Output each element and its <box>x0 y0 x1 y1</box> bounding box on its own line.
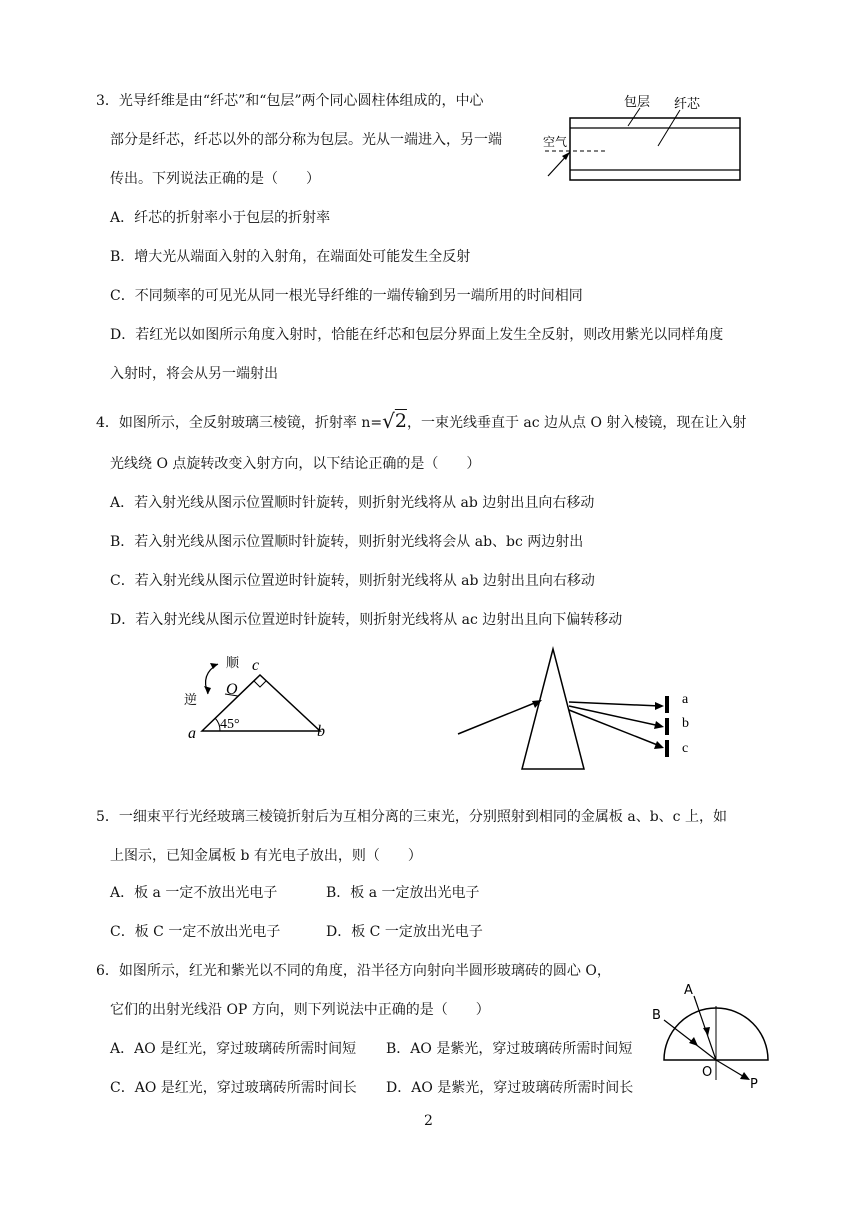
arrow-b <box>654 721 664 729</box>
q4-stem-line1 <box>96 411 746 432</box>
q4-stem-line2: 光线绕 O 点旋转改变入射方向，以下结论正确的是（ ） <box>110 456 481 472</box>
rotation-arrow-bottom <box>204 686 211 694</box>
arrow-OP <box>740 1072 750 1080</box>
label-ni: 逆 <box>184 693 198 708</box>
label-c: c <box>252 657 260 674</box>
q6-option-a: A．AO 是红光，穿过玻璃砖所需时间短 <box>110 1041 357 1057</box>
incoming-arrowhead <box>532 700 542 708</box>
dispersion-prism <box>522 649 584 769</box>
q6-option-c: C．AO 是红光，穿过玻璃砖所需时间长 <box>110 1080 357 1096</box>
label-O: O <box>226 681 238 698</box>
q3-stem-line3: 传出。下列说法正确的是（ ） <box>110 171 320 187</box>
plate-c <box>665 740 669 757</box>
label-P: P <box>750 1077 758 1092</box>
label-plate-b: b <box>682 716 689 731</box>
label-kongqi: 空气 <box>543 135 568 149</box>
baoceng-leader <box>628 108 640 126</box>
arrow-c <box>654 741 664 749</box>
q4-option-c: C．若入射光线从图示位置逆时针旋转，则折射光线将从 ab 边射出且向右移动 <box>110 573 595 589</box>
arrow-BO <box>689 1037 698 1046</box>
q5-option-d: D．板 C 一定放出光电子 <box>326 924 483 940</box>
ray-BO <box>664 1020 716 1060</box>
q3-stem-line2: 部分是纤芯，纤芯以外的部分称为包层。光从一端进入，另一端 <box>110 132 502 148</box>
label-A: A <box>684 983 693 998</box>
q5-stem-line2: 上图示，已知金属板 b 有光电子放出，则（ ） <box>110 848 422 864</box>
q3-option-a: A．纤芯的折射率小于包层的折射率 <box>110 210 331 226</box>
q3-option-b: B．增大光从端面入射的入射角，在端面处可能发生全反射 <box>110 249 471 265</box>
q6-option-b: B．AO 是紫光，穿过玻璃砖所需时间短 <box>386 1041 633 1057</box>
q4-stem-part2: ，一束光线垂直于 ac 边从点 O 射入棱镜，现在让入射 <box>406 415 747 431</box>
q3-option-c: C．不同频率的可见光从同一根光导纤维的一端传输到另一端所用的时间相同 <box>110 288 583 304</box>
q4-option-a: A．若入射光线从图示位置顺时针旋转，则折射光线将从 ab 边射出且向右移动 <box>110 495 595 511</box>
beam-a <box>569 702 660 706</box>
label-B: B <box>652 1008 661 1023</box>
q3-option-d-line1: D．若红光以如图所示角度入射时，恰能在纤芯和包层分界面上发生全反射，则改用紫光以同样角度 <box>110 327 724 343</box>
incoming-beam <box>458 702 537 734</box>
label-baoceng: 包层 <box>624 95 651 110</box>
q5-option-a: A．板 a 一定不放出光电子 <box>110 885 278 901</box>
q5-option-c: C．板 C 一定不放出光电子 <box>110 924 281 940</box>
arrow-a <box>655 702 664 710</box>
sqrt-value: 2 <box>394 410 407 432</box>
arrow-AO <box>703 1027 710 1036</box>
q4-option-b: B．若入射光线从图示位置顺时针旋转，则折射光线将会从 ab、bc 两边射出 <box>110 534 584 550</box>
q4-prism-figure <box>180 652 340 747</box>
q6-stem-line2: 它们的出射光线沿 OP 方向，则下列说法中正确的是（ ） <box>110 1002 490 1018</box>
ray-OP <box>716 1060 746 1078</box>
q5-dispersion-figure <box>450 646 700 776</box>
q5-stem-line1: 5．一细束平行光经玻璃三棱镜折射后为互相分离的三束光，分别照射到相同的金属板 a、b、c 上，如 <box>96 809 727 825</box>
label-45: 45° <box>220 717 240 732</box>
page-number: 2 <box>424 1113 433 1129</box>
right-angle-mark <box>254 681 266 687</box>
plate-b <box>665 718 669 735</box>
label-plate-a: a <box>682 692 689 707</box>
sqrt-symbol: √ <box>382 409 395 433</box>
rotation-arrow-top <box>210 663 218 669</box>
q3-option-d-line2: 入射时，将会从另一端射出 <box>110 366 278 382</box>
q4-option-d: D．若入射光线从图示位置逆时针旋转，则折射光线将从 ac 边射出且向下偏转移动 <box>110 612 623 628</box>
label-b: b <box>317 723 325 740</box>
label-a: a <box>188 725 196 742</box>
plate-a <box>665 696 669 713</box>
q5-option-b: B．板 a 一定放出光电子 <box>326 885 480 901</box>
q3-stem-line1: 3．光导纤维是由“纤芯”和“包层”两个同心圆柱体组成的，中心 <box>96 93 484 109</box>
label-shun: 顺 <box>226 656 240 671</box>
label-xianxin: 纤芯 <box>674 97 701 112</box>
q4-stem-part1: 4．如图所示，全反射玻璃三棱镜，折射率 n= <box>96 415 383 431</box>
q6-semicircle-figure <box>650 980 780 1100</box>
label-plate-c: c <box>682 741 689 756</box>
q6-option-d: D．AO 是紫光，穿过玻璃砖所需时间长 <box>386 1080 634 1096</box>
q6-stem-line1: 6．如图所示，红光和紫光以不同的角度，沿半径方向射向半圆形玻璃砖的圆心 O， <box>96 963 611 979</box>
fiber-outer-rect <box>570 118 740 180</box>
label-O: O <box>702 1065 713 1080</box>
q3-fiber-figure <box>540 88 750 188</box>
